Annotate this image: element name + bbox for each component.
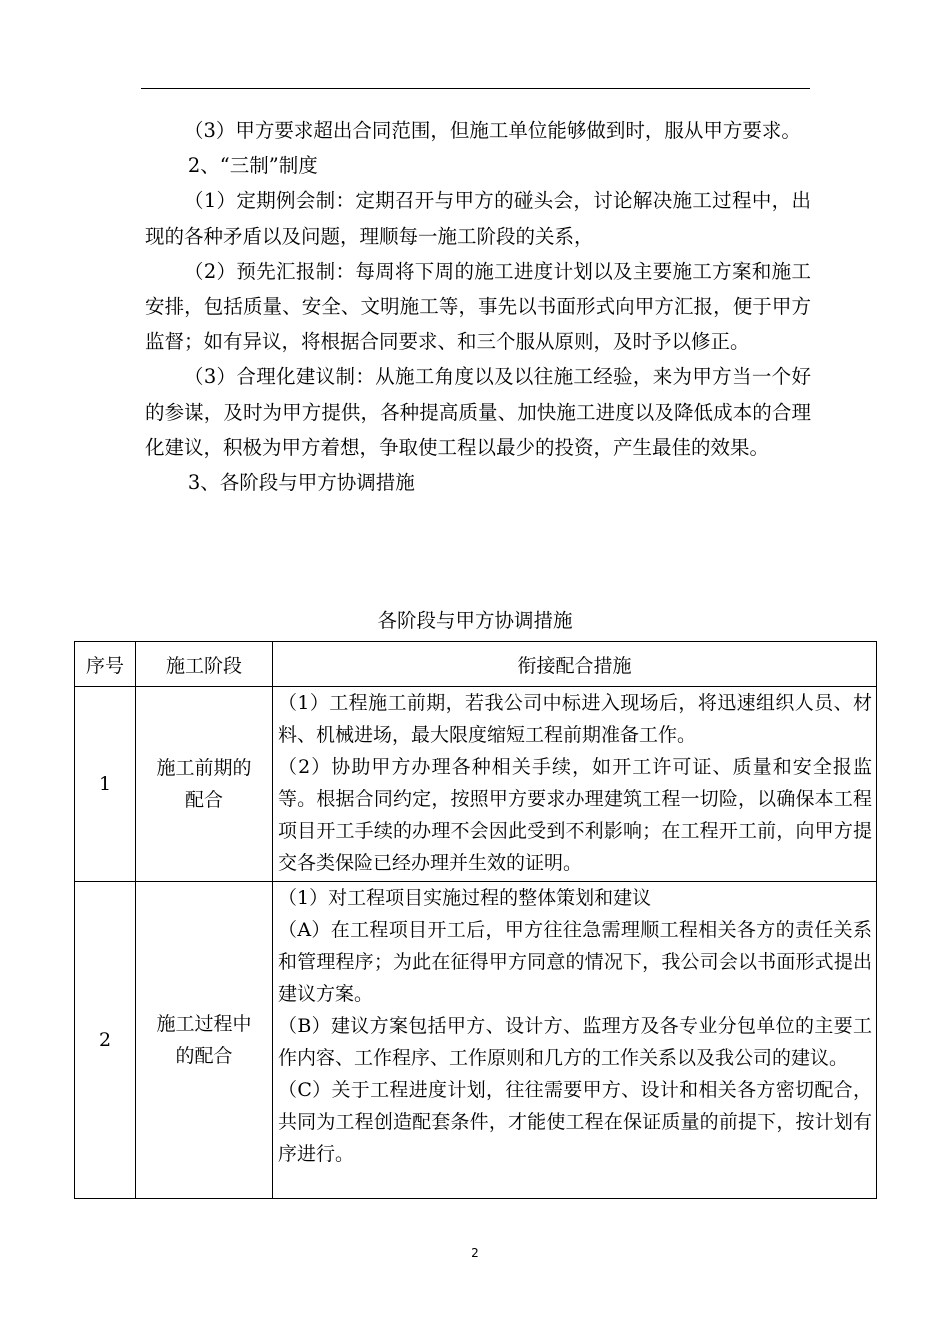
- header-measures: 衔接配合措施: [273, 642, 877, 687]
- measure-item: （1）工程施工前期，若我公司中标进入现场后，将迅速组织人员、材料、机械进场，最大限度缩短工程前期准备工作。: [278, 692, 872, 746]
- row-measures: [273, 687, 877, 882]
- paragraph-party-a-requirements: （3）甲方要求超出合同范围，但施工单位能够做到时，服从甲方要求。: [184, 119, 801, 142]
- page-number: 2: [471, 1246, 479, 1260]
- header-stage: 施工阶段: [136, 642, 273, 687]
- section-heading-three-systems: 2、“三制”制度: [187, 154, 318, 178]
- table-header-row: [75, 642, 877, 687]
- row-number: 1: [75, 687, 136, 882]
- row-measures: [273, 882, 877, 1199]
- row-stage: [136, 882, 273, 1199]
- table-caption: 各阶段与甲方协调措施: [377, 609, 573, 632]
- coordination-table: [74, 641, 877, 1199]
- header-number: 序号: [75, 642, 136, 687]
- measure-item: （B）建议方案包括甲方、设计方、监理方及各专业分包单位的主要工作内容、工作程序、工作原则和几方的工作关系以及我公司的建议。: [278, 1015, 872, 1069]
- measure-item: （A）在工程项目开工后，甲方往往急需理顺工程相关各方的责任关系和管理程序；为此在征得甲方同意的情况下，我公司会以书面形式提出建议方案。: [278, 919, 872, 1005]
- paragraph-advance-report: （2）预先汇报制：每周将下周的施工进度计划以及主要施工方案和施工安排，包括质量、安全、文明施工等，事先以书面形式向甲方汇报，便于甲方监督；如有异议，将根据合同要求、和三个服从原则，及时予以修正。: [145, 259, 811, 354]
- row-stage-label: 施工过程中的配合: [156, 1013, 252, 1067]
- body-text: [145, 113, 811, 500]
- header-rule: [141, 88, 810, 89]
- measure-item: （1）对工程项目实施过程的整体策划和建议: [278, 887, 652, 909]
- measure-item: （2）协助甲方办理各种相关手续，如开工许可证、质量和安全报监等。根据合同约定，按照甲方要求办理建筑工程一切险，以确保本工程项目开工手续的办理不会因此受到不利影响；在工程开工前，向甲方提交各类保险已经办理并生效的证明。: [278, 756, 872, 874]
- section-heading-coordination: 3、各阶段与甲方协调措施: [187, 471, 415, 495]
- row-stage-label: 施工前期的配合: [156, 757, 252, 811]
- paragraph-regular-meeting: （1）定期例会制：定期召开与甲方的碰头会，讨论解决施工过程中，出现的各种矛盾以及问题，理顺每一施工阶段的关系，: [145, 189, 811, 248]
- paragraph-rationalization: （3）合理化建议制：从施工角度以及以往施工经验，来为甲方当一个好的参谋，及时为甲方提供，各种提高质量、加快施工进度以及降低成本的合理化建议，积极为甲方着想，争取使工程以最少的投资，产生最佳的效果。: [145, 365, 811, 459]
- measure-item: （C）关于工程进度计划，往往需要甲方、设计和相关各方密切配合，共同为工程创造配套条件，才能使工程在保证质量的前提下，按计划有序进行。: [278, 1079, 872, 1165]
- row-number: 2: [75, 882, 136, 1199]
- table-row: [75, 687, 877, 882]
- table-row: [75, 882, 877, 1199]
- row-stage: [136, 687, 273, 882]
